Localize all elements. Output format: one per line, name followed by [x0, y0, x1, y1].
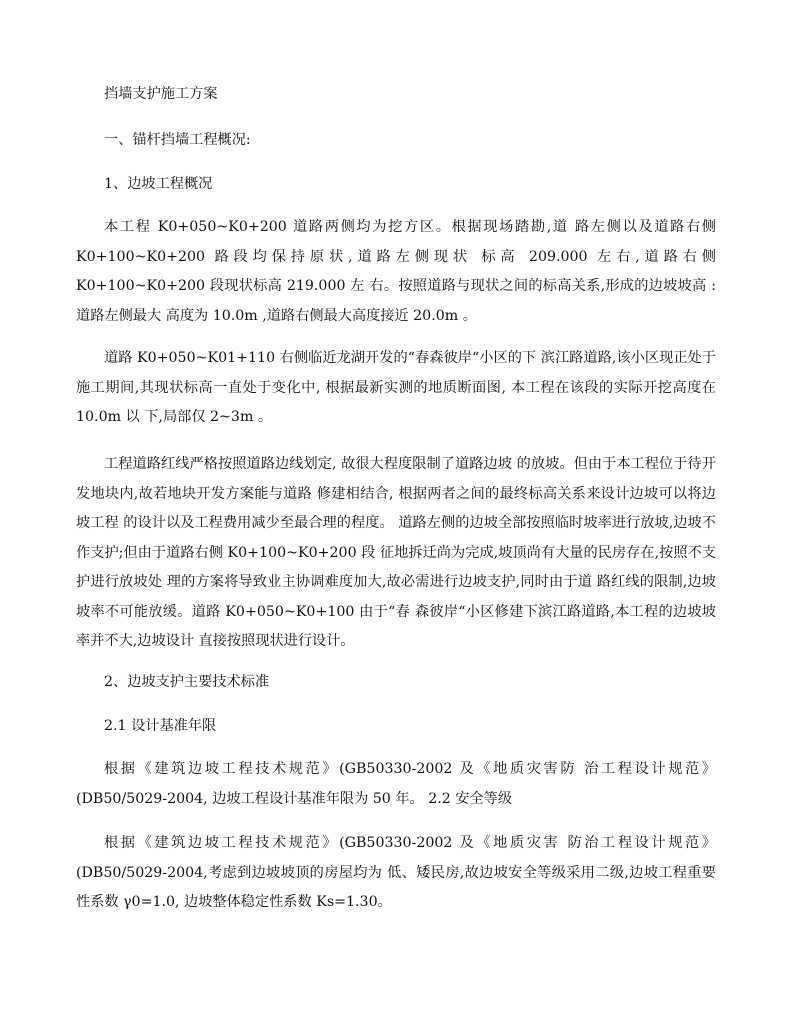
subsection-heading-1: 1、边坡工程概况	[104, 176, 213, 192]
paragraph-4: 根据《建筑边坡工程技术规范》(GB50330-2002 及《地质灾害防 治工程设计规范》(DB50/5029-2004, 边坡工程设计基准年限为 50 年。 2.2 安全等级	[76, 761, 716, 807]
paragraph-5: 根据《建筑边坡工程技术规范》(GB50330-2002 及《地质灾害 防治工程设计规范》(DB50/5029-2004,考虑到边坡坡顶的房屋均为 低、矮民房,故边坡安全等级采用二级,边坡工程重要性系数 γ0=1.0, 边坡整体稳定性系数 Ks=1.30。	[76, 835, 716, 910]
doc-title: 挡墙支护施工方案	[104, 86, 218, 102]
paragraph-1: 本工程 K0+050~K0+200 道路两侧均为挖方区。根据现场踏勘,道 路左侧以及道路右侧 K0+100~K0+200 路段均保持原状,道路左侧现状 标高 209.000 左右,道路右侧 K0+100~K0+200 段现状标高 219.000 左 右。按照道路与现状之间的标高关系,形成的边坡坡高 :道路左侧最大 高度为 10.0m ,道路右侧最大高度接近 20.0m 。	[76, 219, 716, 324]
subsection-heading-2: 2、边坡支护主要技术标准	[104, 674, 270, 690]
subsection-heading-2-1: 2.1 设计基准年限	[104, 718, 217, 734]
paragraph-3: 工程道路红线严格按照道路边线划定, 故很大程度限制了道路边坡 的放坡。但由于本工程位于待开发地块内,故若地块开发方案能与道路 修建相结合, 根据两者之间的最终标高关系来设计边坡可以将边坡工程 的设计以及工程费用减少至最合理的程度。 道路左侧的边坡全部按照临时坡率进行放坡,边坡不作支护;但由于道路右侧 K0+100~K0+200 段 征地拆迁尚为完成,坡顶尚有大量的民房存在,按照不支护进行放坡处 理的方案将导致业主协调难度加大,故必需进行边坡支护,同时由于道 路红线的限制,边坡坡率不可能放缓。道路 K0+050~K0+100 由于“春 森彼岸“小区修建下滨江路道路,本工程的边坡坡率并不大,边坡设计 直接按照现状进行设计。	[76, 456, 716, 649]
paragraph-2: 道路 K0+050~K01+110 右侧临近龙湖开发的“春森彼岸“小区的下 滨江路道路,该小区现正处于施工期间,其现状标高一直处于变化中, 根据最新实测的地质断面图, 本工程在该段的实际开挖高度在 10.0m 以 下,局部仅 2~3m 。	[76, 350, 716, 425]
section-heading-1: 一、锚杆挡墙工程概况:	[104, 132, 251, 148]
